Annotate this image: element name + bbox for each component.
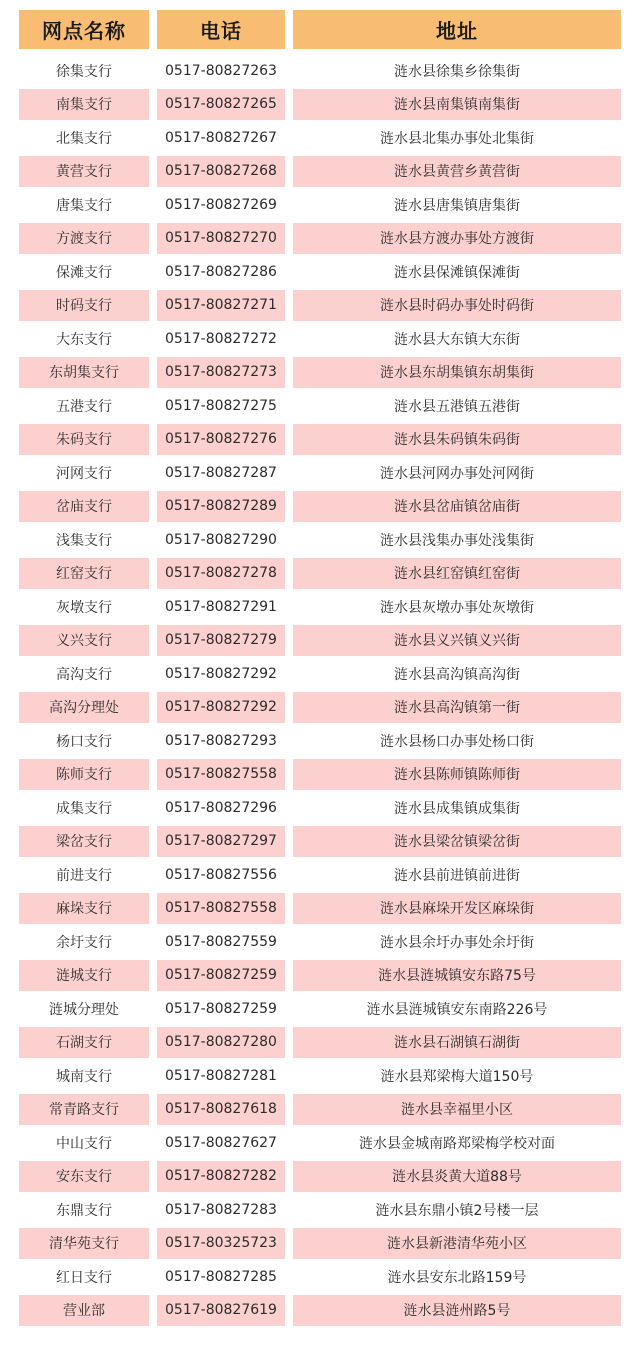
table-row [19, 1126, 621, 1160]
branch-name-cell: 方渡支行 [19, 223, 149, 254]
address-cell: 涟水县高沟镇第一街 [293, 692, 621, 723]
table-row [19, 1260, 621, 1294]
address-cell: 涟水县南集镇南集街 [293, 89, 621, 120]
phone-cell: 0517-80827289 [157, 491, 285, 522]
branch-name-cell: 灰墩支行 [56, 599, 112, 616]
phone-cell: 0517-80827259 [157, 960, 285, 991]
address-cell: 涟水县新港清华苑小区 [293, 1228, 621, 1259]
branch-name-cell: 清华苑支行 [19, 1228, 149, 1259]
phone-cell: 0517-80827265 [157, 89, 285, 120]
header-phone: 电话 [157, 10, 285, 49]
phone-cell: 0517-80827281 [165, 1067, 277, 1084]
phone-cell: 0517-80827275 [165, 397, 277, 414]
address-cell: 涟水县方渡办事处方渡街 [293, 223, 621, 254]
phone-cell: 0517-80827618 [157, 1094, 285, 1125]
branch-name-cell: 红窑支行 [19, 558, 149, 589]
branch-name-cell: 麻垛支行 [19, 893, 149, 924]
phone-cell: 0517-80827627 [165, 1134, 277, 1151]
address-cell: 涟水县红窑镇红窑街 [293, 558, 621, 589]
address-cell: 涟水县炎黄大道88号 [293, 1161, 621, 1192]
table-row [19, 1026, 621, 1060]
address-cell: 涟水县郑梁梅大道150号 [380, 1068, 534, 1085]
address-cell: 涟水县黄营乡黄营街 [293, 156, 621, 187]
table-row [19, 1059, 621, 1093]
address-cell: 涟水县唐集镇唐集街 [394, 197, 520, 214]
address-cell: 涟水县北集办事处北集街 [380, 130, 534, 147]
table-row [19, 925, 621, 959]
phone-cell: 0517-80827276 [157, 424, 285, 455]
table-row [19, 54, 621, 88]
address-cell: 涟水县河网办事处河网街 [380, 465, 534, 482]
phone-cell: 0517-80827278 [157, 558, 285, 589]
phone-cell: 0517-80827556 [165, 866, 277, 883]
phone-cell: 0517-80827286 [165, 263, 277, 280]
phone-cell: 0517-80827296 [165, 799, 277, 816]
address-cell: 涟水县东胡集镇东胡集街 [293, 357, 621, 388]
table-row [19, 1160, 621, 1194]
table-row [19, 423, 621, 457]
phone-cell: 0517-80827558 [157, 759, 285, 790]
phone-cell: 0517-80827270 [157, 223, 285, 254]
table-row [19, 456, 621, 490]
table-row [19, 155, 621, 189]
phone-cell: 0517-80827263 [165, 62, 277, 79]
address-cell: 涟水县石湖镇石湖街 [293, 1027, 621, 1058]
phone-cell: 0517-80827283 [165, 1201, 277, 1218]
table-row [19, 959, 621, 993]
phone-cell: 0517-80325723 [157, 1228, 285, 1259]
address-cell: 涟水县大东镇大东街 [394, 331, 520, 348]
branch-name-cell: 高沟分理处 [19, 692, 149, 723]
branch-name-cell: 河网支行 [56, 465, 112, 482]
address-cell: 涟水县时码办事处时码街 [293, 290, 621, 321]
branch-name-cell: 安东支行 [19, 1161, 149, 1192]
table-row [19, 1294, 621, 1328]
address-cell: 涟水县岔庙镇岔庙街 [293, 491, 621, 522]
phone-cell: 0517-80827293 [165, 732, 277, 749]
table-row [19, 992, 621, 1026]
address-cell: 涟水县灰墩办事处灰墩街 [380, 599, 534, 616]
table-header [19, 10, 621, 49]
table-row [19, 1227, 621, 1261]
branch-name-cell: 常青路支行 [19, 1094, 149, 1125]
branch-name-cell: 杨口支行 [56, 733, 112, 750]
address-cell: 涟水县朱码镇朱码街 [293, 424, 621, 455]
table-row [19, 289, 621, 323]
address-cell: 涟水县保滩镇保滩街 [394, 264, 520, 281]
branch-name-cell: 梁岔支行 [19, 826, 149, 857]
phone-cell: 0517-80827272 [165, 330, 277, 347]
phone-cell: 0517-80827559 [165, 933, 277, 950]
phone-cell: 0517-80827285 [165, 1268, 277, 1285]
address-cell: 涟水县安东北路159号 [387, 1269, 527, 1286]
branch-name-cell: 前进支行 [56, 867, 112, 884]
address-cell: 涟水县前进镇前进街 [394, 867, 520, 884]
table-row [19, 1193, 621, 1227]
branch-name-cell: 唐集支行 [56, 197, 112, 214]
phone-cell: 0517-80827292 [157, 692, 285, 723]
address-cell: 涟水县义兴镇义兴街 [293, 625, 621, 656]
table-row [19, 188, 621, 222]
table-body [19, 54, 621, 1327]
table-row [19, 389, 621, 423]
address-cell: 涟水县陈师镇陈师街 [293, 759, 621, 790]
branch-name-cell: 余圩支行 [56, 934, 112, 951]
branch-name-cell: 红日支行 [56, 1269, 112, 1286]
phone-cell: 0517-80827271 [157, 290, 285, 321]
address-cell: 涟水县高沟镇高沟街 [394, 666, 520, 683]
address-cell: 涟水县幸福里小区 [293, 1094, 621, 1125]
address-cell: 涟水县余圩办事处余圩街 [380, 934, 534, 951]
phone-cell: 0517-80827292 [165, 665, 277, 682]
branch-name-cell: 徐集支行 [56, 63, 112, 80]
table-row [19, 557, 621, 591]
address-cell: 涟水县金城南路郑梁梅学校对面 [359, 1135, 555, 1152]
branch-name-cell: 黄营支行 [19, 156, 149, 187]
table-row [19, 255, 621, 289]
table-row [19, 1093, 621, 1127]
phone-cell: 0517-80827268 [157, 156, 285, 187]
address-cell: 涟水县东鼎小镇2号楼一层 [375, 1202, 539, 1219]
phone-cell: 0517-80827558 [157, 893, 285, 924]
branch-name-cell: 中山支行 [56, 1135, 112, 1152]
address-cell: 涟水县麻垛开发区麻垛街 [293, 893, 621, 924]
branch-name-cell: 成集支行 [56, 800, 112, 817]
address-cell: 涟水县杨口办事处杨口街 [380, 733, 534, 750]
branch-name-cell: 石湖支行 [19, 1027, 149, 1058]
branch-name-cell: 义兴支行 [19, 625, 149, 656]
phone-cell: 0517-80827269 [165, 196, 277, 213]
phone-cell: 0517-80827287 [165, 464, 277, 481]
address-cell: 涟水县梁岔镇梁岔街 [293, 826, 621, 857]
phone-cell: 0517-80827280 [157, 1027, 285, 1058]
branch-name-cell: 城南支行 [56, 1068, 112, 1085]
phone-cell: 0517-80827279 [157, 625, 285, 656]
branch-name-cell: 营业部 [19, 1295, 149, 1326]
address-cell: 涟水县徐集乡徐集街 [394, 63, 520, 80]
address-cell: 涟水县涟城镇安东路75号 [293, 960, 621, 991]
phone-cell: 0517-80827259 [165, 1000, 277, 1017]
phone-cell: 0517-80827273 [157, 357, 285, 388]
table-row [19, 523, 621, 557]
table-row [19, 791, 621, 825]
table-row [19, 356, 621, 390]
table-row [19, 322, 621, 356]
branch-name-cell: 岔庙支行 [19, 491, 149, 522]
table-row [19, 724, 621, 758]
table-row [19, 825, 621, 859]
branch-name-cell: 五港支行 [56, 398, 112, 415]
address-cell: 涟水县五港镇五港街 [394, 398, 520, 415]
table-row [19, 858, 621, 892]
branch-name-cell: 东胡集支行 [19, 357, 149, 388]
table-row [19, 657, 621, 691]
branch-name-cell: 陈师支行 [19, 759, 149, 790]
table-row [19, 88, 621, 122]
address-cell: 涟水县浅集办事处浅集街 [380, 532, 534, 549]
table-row [19, 590, 621, 624]
table-row [19, 758, 621, 792]
branch-name-cell: 南集支行 [19, 89, 149, 120]
branch-name-cell: 大东支行 [56, 331, 112, 348]
branch-name-cell: 时码支行 [19, 290, 149, 321]
phone-cell: 0517-80827267 [165, 129, 277, 146]
branch-name-cell: 东鼎支行 [56, 1202, 112, 1219]
address-cell: 涟水县涟城镇安东南路226号 [366, 1001, 548, 1018]
phone-cell: 0517-80827619 [157, 1295, 285, 1326]
table-row [19, 121, 621, 155]
table-row [19, 222, 621, 256]
branch-name-cell: 北集支行 [56, 130, 112, 147]
phone-cell: 0517-80827291 [165, 598, 277, 615]
phone-cell: 0517-80827297 [157, 826, 285, 857]
branch-name-cell: 涟城分理处 [49, 1001, 119, 1018]
branch-name-cell: 保滩支行 [56, 264, 112, 281]
branch-name-cell: 浅集支行 [56, 532, 112, 549]
address-cell: 涟水县涟州路5号 [293, 1295, 621, 1326]
branch-name-cell: 高沟支行 [56, 666, 112, 683]
table-row [19, 691, 621, 725]
branch-name-cell: 朱码支行 [19, 424, 149, 455]
table-row [19, 892, 621, 926]
branch-name-cell: 涟城支行 [19, 960, 149, 991]
header-branch-name: 网点名称 [19, 10, 149, 49]
phone-cell: 0517-80827282 [157, 1161, 285, 1192]
table-row [19, 624, 621, 658]
phone-cell: 0517-80827290 [165, 531, 277, 548]
table-row [19, 490, 621, 524]
address-cell: 涟水县成集镇成集街 [394, 800, 520, 817]
header-address: 地址 [293, 10, 621, 49]
